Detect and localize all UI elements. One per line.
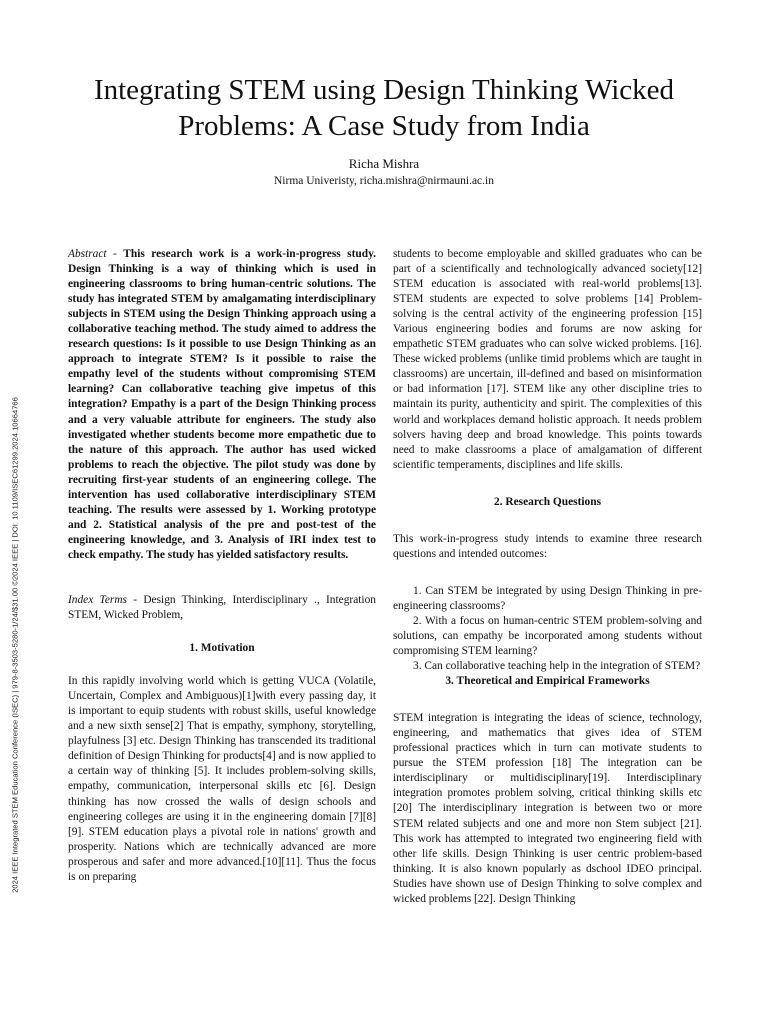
abstract-paragraph [68,247,376,563]
index-terms-label: Index Terms [68,593,127,606]
frameworks-paragraph: STEM integration is integrating the ideas of science, technology, engineering, and mathematics that gives idea of STEM professional practices which in turn can motivate students to pursue the STEM profession [18] The integration can be interdisciplinary or multidisciplinary[19]. Interdisciplinary integration promotes problem solving, critical thinking skills etc [20] The interdisciplinary integration is between two or more STEM related subjects and one and more non Stem subject [21]. This work has attempted to integrated two engineering field with other life skills. Design Thinking is user centric problem-based thinking. It is also known popularly as dschool IDEO principal. Studies have shown use of Design Thinking to solve complex and wicked problems [22]. Design Thinking [393,712,702,905]
right-column [393,247,702,907]
list-item: 3. Can collaborative teaching help in the integration of STEM? [413,660,701,673]
motivation-continued-paragraph: students to become employable and skilled graduates who can be part of a scientifically and technologically advanced society[12] STEM education is associated with real-world problems[13]. STEM students are expected to solve problems [14] Problem-solving is the central activity of the engineering profession [15] Various engineering bodies and forums are now asking for empathetic STEM graduates who can solve wicked problems. [16]. These wicked problems (unlike timid problems which are taught in classrooms) are uncertain, ill-defined and based on misinformation or bad information [17]. STEM like any other discipline tries to maintain its purity, authenticity and spirit. The complexities of this world and workplaces demand holistic approach. It needs problem solvers having deep and broad knowledge. This points towards need to make classrooms a place of amalgamation of different scientific temperaments, disciplines and life skills. [393,248,702,471]
left-column [68,247,376,885]
abstract-text: This research work is a work-in-progress study. Design Thinking is a way of thinking which is used in engineering classrooms to bring human-centric solutions. The study has integrated STEM by amalgamating interdisciplinary subjects in STEM using the Design Thinking approach using a collaborative teaching method. The study aimed to address the research questions: Is it possible to use Design Thinking as an approach to integrate STEM? Is it possible to raise the empathy level of the students without compromising STEM learning? Can collaborative teaching give impetus of this integration? Empathy is a part of the Design Thinking process and a very valuable attribute for engineers. The study also investigated whether students become more empathetic due to the nature of this approach. The author has used wicked problems to reach the objective. The pilot study was done by recruiting first-year students of an engineering college. The intervention has used collaborative interdisciplinary STEM teaching. The results were assessed by 1. Working prototype and 2. Statistical analysis of the pre and post-test of the engineering knowledge, and 3. Analysis of IRI index test to check empathy. The study has yielded satisfactory results. [68,248,376,561]
list-item: 1. Can STEM be integrated by using Design Thinking in pre-engineering classrooms? [393,584,702,612]
index-terms [68,593,376,623]
research-questions-intro: This work-in-progress study intends to examine three research questions and intended outcomes: [393,532,702,560]
motivation-paragraph: In this rapidly involving world which is getting VUCA (Volatile, Uncertain, Complex and Ambiguous)[1]with every passing day, it is important to equip students with robust skills, useful knowledge and a new sixth sense[2] That is empathy, symphony, storytelling, playfulness [3] etc. Design Thinking has transcended its traditional definition of Design Thinking for products[4] and is now applied to a certain way of thinking [5]. It includes problem-solving skills, empathy, communication, interpersonal skills etc [6]. Design thinking has now crossed the walls of design schools and engineering colleges are using it in the engineering domain [7][8][9]. STEM education plays a pivotal role in nations' growth and prosperity. Nations which are technically advanced are more prosperous and safer and more advanced.[10][11]. Thus the focus is on preparing [68,675,376,883]
list-item: 2. With a focus on human-centric STEM problem-solving and solutions, can empathy be incorporated among students without compromising STEM learning? [393,614,702,658]
author-affiliation: Nirma Univeristy, richa.mishra@nirmauni.ac.in [274,175,494,187]
section-heading-motivation: 1. Motivation [189,642,255,655]
paper-title: Integrating STEM using Design Thinking Wicked Problems: A Case Study from India [93,74,675,142]
section-heading-research-questions: 2. Research Questions [493,495,602,508]
research-questions-list [393,584,702,674]
sidebar-text: 2024 IEEE Integrated STEM Education Conference (ISEC) | 979-8-3503-5280-1/24/$31.00 ©2024 IEEE | DOI: 10.1109/ISEC61299.2024.10664766 [10,397,20,893]
index-terms-text: - Design Thinking, Interdisciplinary ., Integration STEM, Wicked Problem, [68,593,376,622]
abstract-dash: - [106,248,124,260]
conference-sidebar [6,340,24,950]
author-name: Richa Mishra [348,156,420,171]
abstract-label: Abstract [68,248,107,260]
section-heading-frameworks: 3. Theoretical and Empirical Frameworks [445,675,650,688]
